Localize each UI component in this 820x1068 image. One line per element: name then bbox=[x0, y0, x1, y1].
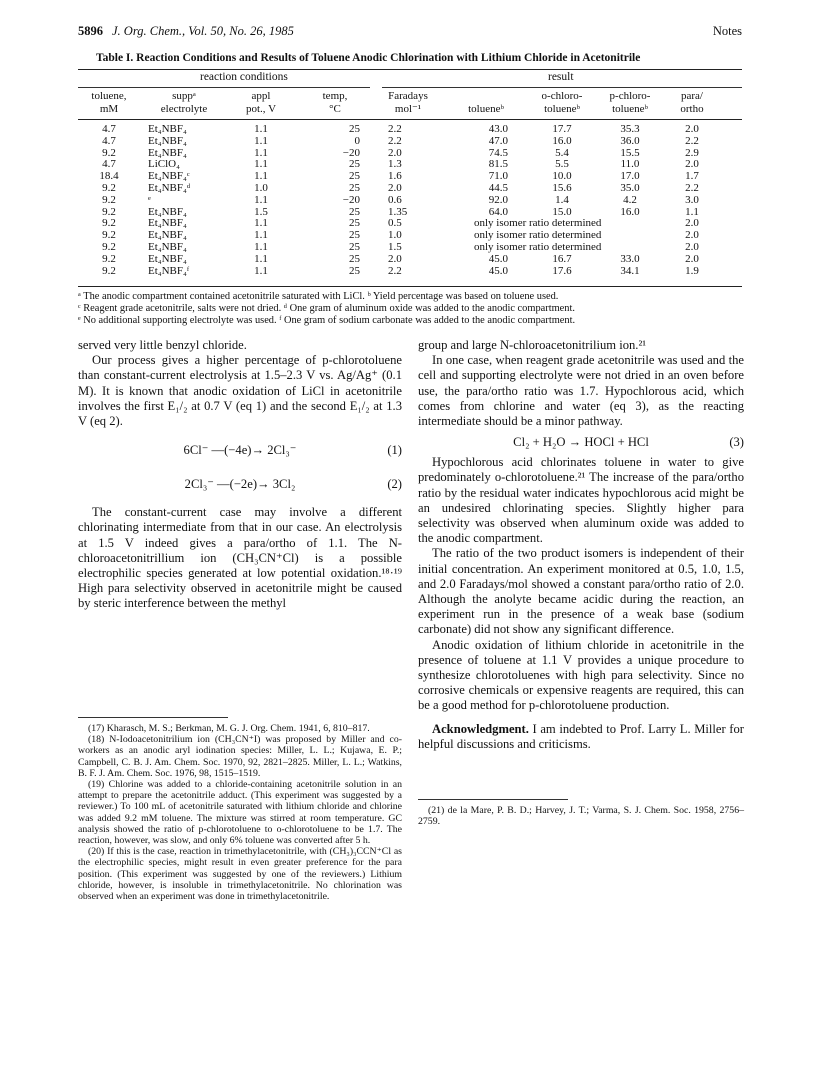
left-references bbox=[78, 717, 402, 902]
col-toluene-result-header: tolueneᵇ bbox=[468, 103, 504, 115]
equation-expression: Cl₂ + H₂O → HOCl + HCl bbox=[513, 435, 649, 450]
cell-electrolyte: Et₄NBF₄ bbox=[148, 123, 187, 135]
cell-temperature: 25 bbox=[349, 264, 360, 277]
cell-electrolyte: Et₄NBF₄ bbox=[148, 217, 187, 230]
cell-p-chlorotoluene: 17.0 bbox=[620, 170, 640, 183]
cell-para-ortho: 1.1 bbox=[685, 205, 699, 218]
cell-toluene-yield: 92.0 bbox=[488, 193, 508, 206]
col-pchloro-header bbox=[598, 90, 662, 116]
cell-temperature: 25 bbox=[349, 170, 360, 183]
table-label: Table I. bbox=[96, 52, 134, 64]
table-title: Reaction Conditions and Results of Toluene Anodic Chlorination with Lithium Chloride in Acetonitrile bbox=[136, 52, 641, 64]
cell-applied-potential: 1.0 bbox=[254, 181, 268, 194]
cell-toluene-mM: 4.7 bbox=[102, 123, 116, 135]
cell-toluene-mM: 9.2 bbox=[102, 264, 116, 277]
cell-toluene-mM: 9.2 bbox=[102, 205, 116, 218]
references-separator bbox=[418, 799, 568, 800]
cell-note: only isomer ratio determined bbox=[474, 240, 602, 253]
cell-o-chlorotoluene: 16.7 bbox=[552, 252, 572, 265]
table-row bbox=[78, 242, 742, 254]
cell-note: only isomer ratio determined bbox=[474, 217, 602, 230]
cell-toluene-mM: 9.2 bbox=[102, 181, 116, 194]
cell-toluene-mM: 4.7 bbox=[102, 158, 116, 171]
col-ochloro-header bbox=[530, 90, 594, 116]
cell-faradays: 2.2 bbox=[388, 123, 402, 135]
col-appl-line1: appl bbox=[251, 90, 271, 102]
cell-faradays: 1.35 bbox=[388, 205, 408, 218]
reference-20: (20) If this is the case, reaction in trimethylacetonitrile, with (CH₃)₃CCN⁺Cl as the electrophilic species, might result in even greater preference for the para position. (This experiment was suggested by one of the reviewers.) Lithium chloride, however, is insoluble in trimethylacetonitrile. No chlorination was observed when an experiment was done in trimethylacetonitrile. bbox=[78, 846, 402, 903]
cell-temperature: −20 bbox=[342, 146, 360, 159]
cell-toluene-yield: 47.0 bbox=[488, 134, 508, 147]
cell-para-ortho: 2.0 bbox=[685, 158, 699, 171]
cell-p-chlorotoluene: 35.3 bbox=[620, 123, 640, 135]
table-column-headers bbox=[78, 90, 742, 118]
table-footnote: ᵉ No additional supporting electrolyte was used. ᶠ One gram of sodium carbonate was added to the anodic compartment. bbox=[78, 315, 576, 327]
cell-applied-potential: 1.1 bbox=[254, 240, 268, 253]
cell-para-ortho: 2.0 bbox=[685, 240, 699, 253]
cell-toluene-yield: 71.0 bbox=[488, 170, 508, 183]
cell-electrolyte: Et₄NBF₄ᶠ bbox=[148, 264, 190, 277]
cell-toluene-yield: 45.0 bbox=[488, 252, 508, 265]
acknowledgment-text: I am indebted to Prof. Larry L. Miller for helpful discussions and criticisms. bbox=[418, 721, 744, 751]
table-group-header bbox=[78, 71, 742, 85]
cell-toluene-mM: 9.2 bbox=[102, 193, 116, 206]
cell-o-chlorotoluene: 17.7 bbox=[552, 123, 572, 135]
paragraph: Hypochlorous acid chlorinates toluene in water to give predominately o-chlorotoluene.²¹ The increase of the para/ortho ratio by the residual water indicates hypochlorous acid might be an undesired chlorinating species. Slightly higher para selectivity was observed when aluminum oxide was added to the anodic compartment. bbox=[418, 455, 744, 546]
cell-temperature: 25 bbox=[349, 217, 360, 230]
cell-para-ortho: 2.0 bbox=[685, 252, 699, 265]
cell-applied-potential: 1.1 bbox=[254, 170, 268, 183]
cell-toluene-yield: 64.0 bbox=[488, 205, 508, 218]
cell-applied-potential: 1.1 bbox=[254, 193, 268, 206]
cell-faradays: 0.6 bbox=[388, 193, 402, 206]
reference-17: (17) Kharasch, M. S.; Berkman, M. G. J. Org. Chem. 1941, 6, 810–817. bbox=[88, 723, 370, 734]
paragraph: The ratio of the two product isomers is independent of their initial concentration. An experiment monitored at 0.5, 1.0, 1.5, and 2.0 Faradays/mol showed a constant para/ortho ratio of 2.0. Although the anolyte became acidic during the reaction, an experiment run in the presence of a weak base (sodium carbonate) did not show any significant difference. bbox=[418, 546, 744, 637]
col-pchloro-line2: tolueneᵇ bbox=[612, 103, 648, 115]
col-temp-header bbox=[308, 90, 362, 116]
paragraph: Anodic oxidation of lithium chloride in acetonitrile in the presence of toluene at 1.1 V provides a unique procedure to synthesize chlorotoluenes with high para selectivity. Since no corrosive chemicals or expensive reagents are required, this can be a good method for p-chlorotoluene production. bbox=[418, 637, 744, 713]
table-bottom-rule bbox=[78, 286, 742, 287]
equation-number: (1) bbox=[387, 443, 402, 458]
group-conditions-label: reaction conditions bbox=[200, 71, 288, 83]
cell-faradays: 2.2 bbox=[388, 134, 402, 147]
cell-electrolyte: Et₄NBF₄ᶜ bbox=[148, 170, 190, 183]
cell-o-chlorotoluene: 10.0 bbox=[552, 170, 572, 183]
cell-toluene-mM: 9.2 bbox=[102, 240, 116, 253]
cell-para-ortho: 1.7 bbox=[685, 170, 699, 183]
acknowledgment bbox=[418, 722, 744, 752]
cell-para-ortho: 2.2 bbox=[685, 134, 699, 147]
col-appl-header bbox=[234, 90, 288, 116]
cell-o-chlorotoluene: 5.4 bbox=[555, 146, 569, 159]
cell-applied-potential: 1.1 bbox=[254, 264, 268, 277]
left-column bbox=[78, 338, 402, 612]
cell-faradays: 2.2 bbox=[388, 264, 402, 277]
cell-para-ortho: 2.9 bbox=[685, 146, 699, 159]
cell-toluene-yield: 43.0 bbox=[488, 123, 508, 135]
cell-applied-potential: 1.1 bbox=[254, 146, 268, 159]
paragraph: In one case, when reagent grade acetonitrile was used and the cell and supporting electrolyte were not dried in an oven before use, the para/ortho ratio was 1.7. Hypochlorous acid, which comes from chlorine and water (eq 3), as the reacting intermediate should be a minor pathway. bbox=[418, 353, 744, 429]
table-top-rule bbox=[78, 69, 742, 70]
col-toluene-header bbox=[78, 90, 140, 116]
cell-faradays: 1.3 bbox=[388, 158, 402, 171]
col-paraortho-header bbox=[668, 90, 716, 116]
col-ochloro-line1: o-chloro- bbox=[541, 90, 583, 102]
cell-electrolyte: Et₄NBF₄ bbox=[148, 205, 187, 218]
cell-applied-potential: 1.1 bbox=[254, 123, 268, 135]
cell-note: only isomer ratio determined bbox=[474, 229, 602, 242]
cell-p-chlorotoluene: 15.5 bbox=[620, 146, 640, 159]
equation-expression: 6Cl⁻ —(−4e)→ 2Cl₃⁻ bbox=[183, 443, 297, 458]
cell-electrolyte: Et₄NBF₄ bbox=[148, 134, 187, 147]
equation-expression: 2Cl₃⁻ —(−2e)→ 3Cl₂ bbox=[184, 477, 296, 492]
cell-temperature: −20 bbox=[342, 193, 360, 206]
cell-para-ortho: 2.2 bbox=[685, 181, 699, 194]
cell-electrolyte: Et₄NBF₄ᵈ bbox=[148, 181, 191, 194]
cell-faradays: 2.0 bbox=[388, 252, 402, 265]
cell-o-chlorotoluene: 15.6 bbox=[552, 181, 572, 194]
cell-faradays: 0.5 bbox=[388, 217, 402, 230]
col-faradays-line2: mol⁻¹ bbox=[394, 103, 422, 115]
group-result-label: result bbox=[548, 71, 574, 83]
cell-p-chlorotoluene: 16.0 bbox=[620, 205, 640, 218]
group-conditions-rule bbox=[78, 87, 370, 88]
cell-o-chlorotoluene: 1.4 bbox=[555, 193, 569, 206]
col-toluene-line2: mM bbox=[99, 103, 119, 115]
col-paraortho-line1: para/ bbox=[681, 90, 703, 102]
cell-p-chlorotoluene: 35.0 bbox=[620, 181, 640, 194]
cell-applied-potential: 1.1 bbox=[254, 229, 268, 242]
col-paraortho-line2: ortho bbox=[680, 103, 704, 115]
cell-o-chlorotoluene: 5.5 bbox=[555, 158, 569, 171]
equation-number: (3) bbox=[729, 435, 744, 450]
cell-para-ortho: 2.0 bbox=[685, 217, 699, 230]
cell-toluene-mM: 18.4 bbox=[99, 170, 119, 183]
paragraph: The constant-current case may involve a different chlorinating intermediate from that in our case. An electrolysis at 1.5 V indeed gives a para/ortho of 1.1. The N-chloroacetonitrillium ion (CH₃CN⁺Cl) is a possible electrophilic species generated at low potential oxidation.¹⁸·¹⁹ High para selectivity observed in acetonitrile might be caused by steric interference between the methyl bbox=[78, 505, 402, 611]
cell-temperature: 25 bbox=[349, 240, 360, 253]
cell-faradays: 2.0 bbox=[388, 181, 402, 194]
cell-toluene-yield: 45.0 bbox=[488, 264, 508, 277]
cell-electrolyte: LiClO₄ bbox=[148, 158, 180, 171]
cell-electrolyte: ᵉ bbox=[148, 193, 151, 206]
col-supp-line2: electrolyte bbox=[160, 103, 208, 115]
section-label: Notes bbox=[712, 24, 742, 38]
cell-para-ortho: 2.0 bbox=[685, 229, 699, 242]
reference-21: (21) de la Mare, P. B. D.; Harvey, J. T.; Varma, S. J. Chem. Soc. 1958, 2756–2759. bbox=[418, 805, 744, 828]
cell-p-chlorotoluene: 33.0 bbox=[620, 252, 640, 265]
journal-citation: J. Org. Chem., Vol. 50, No. 26, 1985 bbox=[112, 24, 294, 38]
cell-toluene-mM: 9.2 bbox=[102, 252, 116, 265]
col-supp-header bbox=[142, 90, 226, 116]
cell-p-chlorotoluene: 36.0 bbox=[620, 134, 640, 147]
acknowledgment-heading: Acknowledgment. bbox=[432, 721, 529, 736]
cell-toluene-yield: 74.5 bbox=[488, 146, 508, 159]
cell-temperature: 25 bbox=[349, 181, 360, 194]
table-footnote: ᵃ The anodic compartment contained acetonitrile saturated with LiCl. ᵇ Yield percentage was based on toluene used. bbox=[78, 291, 559, 302]
cell-electrolyte: Et₄NBF₄ bbox=[148, 252, 187, 265]
table-row bbox=[78, 195, 742, 207]
table-row bbox=[78, 136, 742, 148]
cell-o-chlorotoluene: 16.0 bbox=[552, 134, 572, 147]
right-column bbox=[418, 338, 744, 752]
equation-number: (2) bbox=[387, 477, 402, 492]
right-references bbox=[418, 799, 744, 827]
table-footnote: ᶜ Reagent grade acetonitrile, salts were not dried. ᵈ One gram of aluminum oxide was added to the anodic compartment. bbox=[78, 303, 575, 315]
cell-para-ortho: 3.0 bbox=[685, 193, 699, 206]
cell-temperature: 25 bbox=[349, 123, 360, 135]
cell-faradays: 1.5 bbox=[388, 240, 402, 253]
cell-temperature: 0 bbox=[354, 134, 360, 147]
cell-electrolyte: Et₄NBF₄ bbox=[148, 240, 187, 253]
cell-faradays: 1.0 bbox=[388, 229, 402, 242]
col-faradays-line1: Faradays bbox=[388, 90, 428, 102]
equation-3 bbox=[418, 429, 744, 455]
col-toluene-line1: toluene, bbox=[91, 90, 127, 102]
cell-toluene-mM: 9.2 bbox=[102, 217, 116, 230]
cell-toluene-mM: 9.2 bbox=[102, 146, 116, 159]
cell-toluene-yield: 81.5 bbox=[488, 158, 508, 171]
reference-19: (19) Chlorine was added to a chloride-containing acetonitrile solution in an attempt to prepare the acetonitrile adduct. (This experiment was suggested by a reviewer.) To 100 mL of acetonitrile saturated with lithium chloride and chlorine was added 9.2 mM toluene. The mixture was stirred at room temperature. GC analysis showed the ratio of p-chlorotoluene to o-chlorotoluene to be 1.7. The reaction, however, was slow, and only 6% toluene was converted after 5 h. bbox=[78, 779, 402, 847]
cell-applied-potential: 1.1 bbox=[254, 134, 268, 147]
table-row bbox=[78, 266, 742, 278]
cell-p-chlorotoluene: 4.2 bbox=[623, 193, 637, 206]
cell-faradays: 2.0 bbox=[388, 146, 402, 159]
cell-faradays: 1.6 bbox=[388, 170, 402, 183]
running-header bbox=[78, 24, 742, 42]
col-ochloro-line2: tolueneᵇ bbox=[544, 103, 580, 115]
cell-o-chlorotoluene: 15.0 bbox=[552, 205, 572, 218]
col-faradays-header bbox=[378, 90, 438, 116]
equation-1 bbox=[78, 437, 402, 463]
table-footnotes bbox=[78, 291, 750, 328]
col-pchloro-line1: p-chloro- bbox=[609, 90, 651, 102]
cell-para-ortho: 2.0 bbox=[685, 123, 699, 135]
table-caption bbox=[96, 52, 746, 64]
cell-temperature: 25 bbox=[349, 158, 360, 171]
paragraph: Our process gives a higher percentage of p-chlorotoluene than constant-current electrolysis at 1.5–2.3 V vs. Ag/Ag⁺ (0.1 M). It is known that anodic oxidation of LiCl in acetonitrile involves the first E₁/₂ at 0.7 V (eq 1) and the second E₁/₂ at 1.3 V (eq 2). bbox=[78, 353, 402, 429]
table-body bbox=[78, 124, 742, 277]
cell-electrolyte: Et₄NBF₄ bbox=[148, 229, 187, 242]
cell-p-chlorotoluene: 34.1 bbox=[620, 264, 640, 277]
cell-p-chlorotoluene: 11.0 bbox=[620, 158, 640, 171]
cell-electrolyte: Et₄NBF₄ bbox=[148, 146, 187, 159]
cell-applied-potential: 1.1 bbox=[254, 158, 268, 171]
paragraph: group and large N-chloroacetonitrilium ion.²¹ bbox=[418, 338, 646, 352]
col-appl-line2: pot., V bbox=[245, 103, 277, 115]
references-separator bbox=[78, 717, 228, 718]
col-temp-line2: °C bbox=[329, 103, 341, 115]
cell-applied-potential: 1.1 bbox=[254, 252, 268, 265]
cell-temperature: 25 bbox=[349, 205, 360, 218]
cell-toluene-mM: 9.2 bbox=[102, 229, 116, 242]
cell-para-ortho: 1.9 bbox=[685, 264, 699, 277]
cell-o-chlorotoluene: 17.6 bbox=[552, 264, 572, 277]
table-row bbox=[78, 183, 742, 195]
reference-18: (18) N-Iodoacetonitrilium ion (CH₃CN⁺I) was proposed by Miller and co-workers as an anodic aryl iodination species: Miller, L. L.; Kujawa, E. P.; Campbell, C. B. J. Am. Chem. Soc. 1970, 92, 2821–2825. Miller, L. L.; Watkins, B. F. J. Am. Chem. Soc. 1976, 98, 1515–1519. bbox=[78, 734, 402, 779]
page-number: 5896 bbox=[78, 24, 103, 38]
cell-applied-potential: 1.1 bbox=[254, 217, 268, 230]
cell-temperature: 25 bbox=[349, 252, 360, 265]
col-temp-line1: temp, bbox=[322, 90, 348, 102]
equation-2 bbox=[78, 471, 402, 497]
cell-temperature: 25 bbox=[349, 229, 360, 242]
cell-toluene-yield: 44.5 bbox=[488, 181, 508, 194]
col-supp-line1: suppᵃ bbox=[172, 90, 196, 102]
table-row bbox=[78, 254, 742, 266]
paragraph: served very little benzyl chloride. bbox=[78, 338, 247, 352]
cell-toluene-mM: 4.7 bbox=[102, 134, 116, 147]
table-header-rule bbox=[78, 119, 742, 120]
cell-applied-potential: 1.5 bbox=[254, 205, 268, 218]
group-result-rule bbox=[382, 87, 742, 88]
